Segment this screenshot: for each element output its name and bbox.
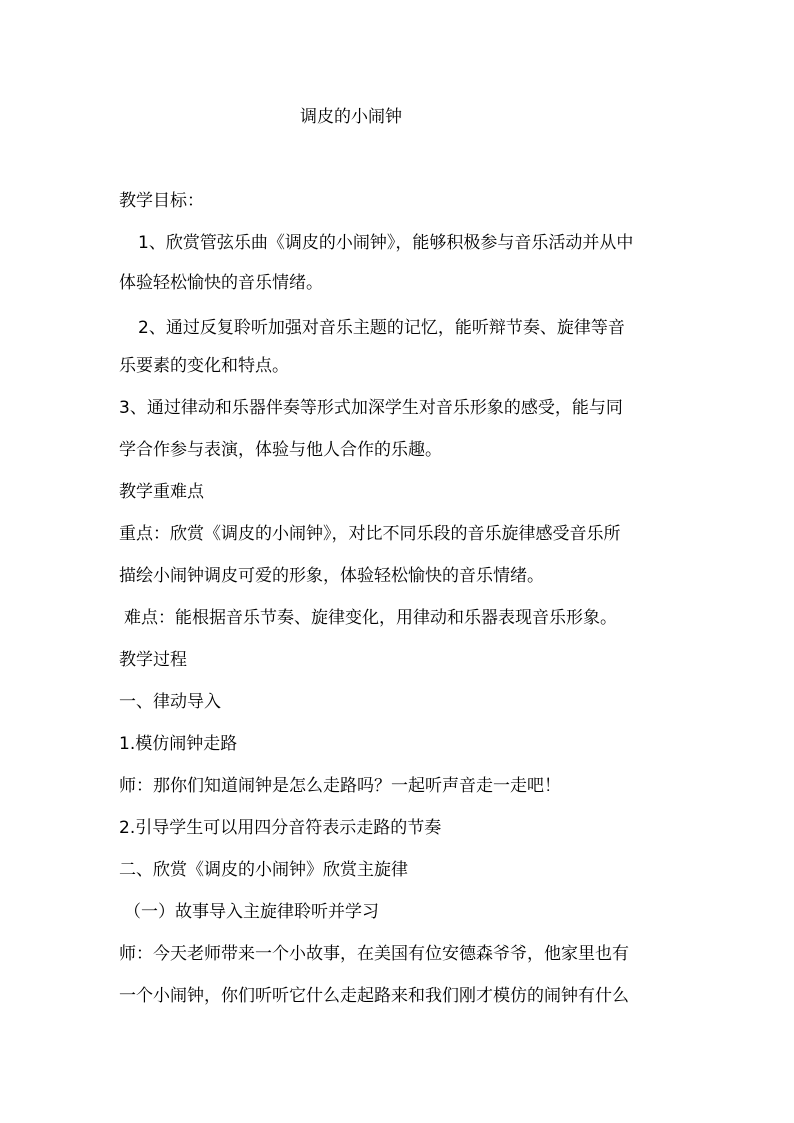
difficult-point: 难点：能根据音乐节奏、旋律变化，用律动和乐器表现音乐形象。	[124, 608, 617, 628]
heading-teaching-process: 教学过程	[119, 650, 187, 670]
objective-3-line-2: 学合作参与表演，体验与他人合作的乐趣。	[119, 440, 442, 460]
section-2-heading: 二、欣赏《调皮的小闹钟》欣赏主旋律	[119, 860, 408, 880]
objective-2-line-2: 乐要素的变化和特点。	[119, 356, 289, 376]
step-1: 1.模仿闹钟走路	[119, 734, 238, 754]
objective-1-line-1: 1、欣赏管弦乐曲《调皮的小闹钟》，能够积极参与音乐活动并从中	[138, 233, 634, 253]
objective-3-line-1: 3、通过律动和乐器伴奏等形式加深学生对音乐形象的感受，能与同	[119, 398, 623, 418]
objective-2-line-1: 2、通过反复聆听加强对音乐主题的记忆，能听辩节奏、旋律等音	[138, 318, 625, 338]
key-point-line-1: 重点：欣赏《调皮的小闹钟》，对比不同乐段的音乐旋律感受音乐所	[119, 524, 621, 544]
heading-key-points: 教学重难点	[119, 482, 204, 502]
heading-teaching-objectives: 教学目标：	[119, 191, 204, 211]
teacher-line-2-part-2: 一个小闹钟，你们听听它什么走起路来和我们刚才模仿的闹钟有什么	[119, 986, 629, 1006]
document-title: 调皮的小闹钟	[300, 107, 402, 127]
key-point-line-2: 描绘小闹钟调皮可爱的形象，体验轻松愉快的音乐情绪。	[119, 566, 544, 586]
teacher-line-2-part-1: 师：今天老师带来一个小故事，在美国有位安德森爷爷，他家里也有	[119, 944, 629, 964]
teacher-line-1: 师：那你们知道闹钟是怎么走路吗？一起听声音走一走吧！	[119, 776, 561, 796]
step-2: 2.引导学生可以用四分音符表示走路的节奏	[119, 818, 442, 838]
objective-1-line-2: 体验轻松愉快的音乐情绪。	[119, 273, 323, 293]
section-1-heading: 一、律动导入	[119, 692, 221, 712]
subsection-1-heading: （一）故事导入主旋律聆听并学习	[124, 902, 379, 922]
